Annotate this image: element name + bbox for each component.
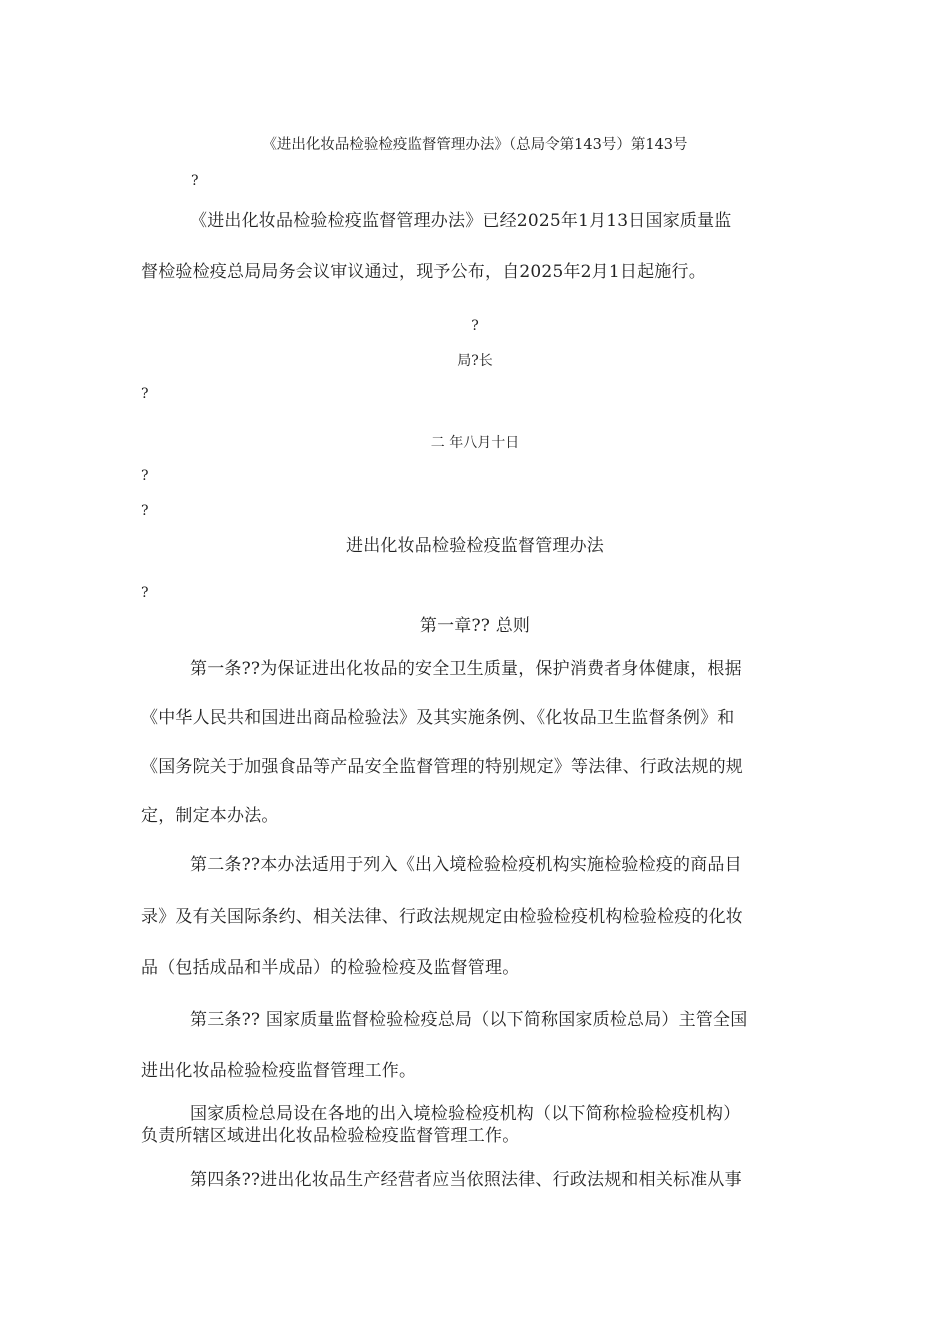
question-mark: ? — [141, 468, 149, 484]
question-mark: ? — [141, 386, 149, 402]
article-line: 第一条??为保证进出化妆品的安全卫生质量，保护消费者身体健康，根据 — [190, 659, 742, 679]
question-mark: ? — [191, 173, 199, 189]
article-line: 第二条??本办法适用于列入《出入境检验检疫机构实施检验检疫的商品目 — [190, 855, 742, 875]
article-line: 第四条??进出化妆品生产经营者应当依照法律、行政法规和相关标准从事 — [190, 1170, 742, 1190]
signature-title: 局?长 — [457, 353, 493, 369]
question-mark: ? — [141, 503, 149, 519]
article-line: 《中华人民共和国进出商品检验法》及其实施条例、《化妆品卫生监督条例》和 — [141, 708, 735, 728]
article-line: 品（包括成品和半成品）的检验检疫及监督管理。 — [141, 958, 520, 978]
chapter-heading: 第一章?? 总则 — [419, 616, 531, 636]
article-line: 《国务院关于加强食品等产品安全监督管理的特别规定》等法律、行政法规的规 — [141, 757, 743, 777]
announcement-line: 《进出化妆品检验检疫监督管理办法》已经2025年1月13日国家质量监 — [190, 211, 732, 231]
article-line: 定，制定本办法。 — [141, 806, 279, 826]
announcement-line: 督检验检疫总局局务会议审议通过，现予公布，自2025年2月1日起施行。 — [141, 262, 706, 282]
article-line: 国家质检总局设在各地的出入境检验检疫机构（以下简称检验检疫机构） — [190, 1104, 741, 1124]
signature-date: 二 年八月十日 — [430, 435, 520, 451]
question-mark: ? — [471, 318, 479, 334]
question-mark: ? — [141, 585, 149, 601]
header-title: 《进出化妆品检验检疫监督管理办法》（总局令第143号）第143号 — [262, 137, 688, 153]
article-line: 第三条?? 国家质量监督检验检疫总局（以下简称国家质检总局）主管全国 — [190, 1010, 748, 1030]
document-title: 进出化妆品检验检疫监督管理办法 — [346, 536, 604, 556]
article-line: 进出化妆品检验检疫监督管理工作。 — [141, 1061, 417, 1081]
article-line: 负责所辖区域进出化妆品检验检疫监督管理工作。 — [141, 1126, 520, 1146]
article-line: 录》及有关国际条约、相关法律、行政法规规定由检验检疫机构检验检疫的化妆 — [141, 907, 743, 927]
